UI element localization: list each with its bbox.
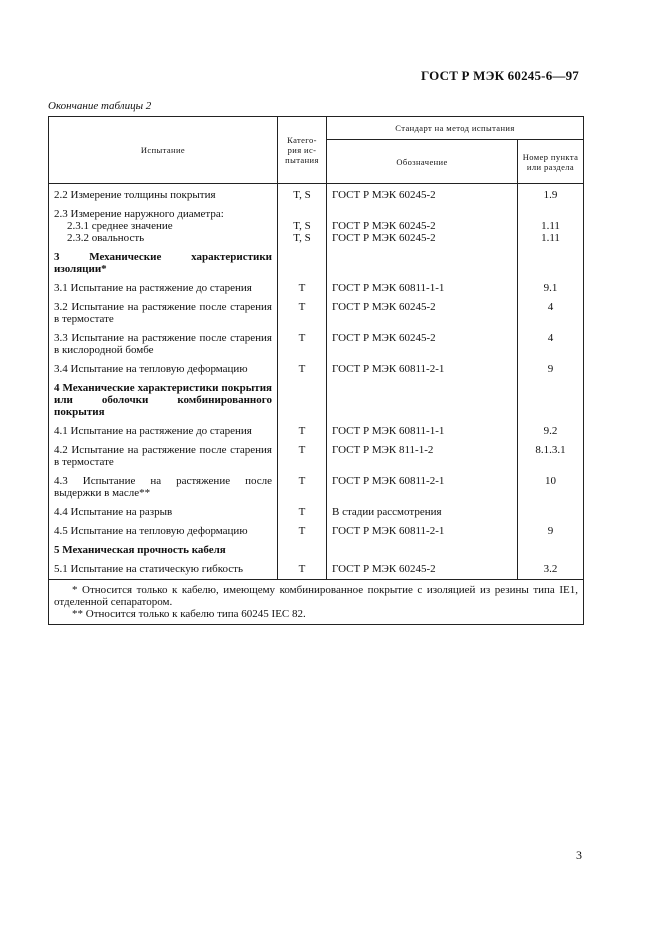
cell-category: T, S bbox=[278, 184, 327, 206]
cell-test: 4.2 Испытание на растяжение после старения в термостате bbox=[49, 441, 278, 472]
cell-clause-value: 1.11 bbox=[541, 220, 560, 232]
cell-category: T bbox=[278, 503, 327, 522]
cell-test-sub: 2.3.2 овальность bbox=[67, 232, 145, 244]
cell-test: 4.1 Испытание на растяжение до старения bbox=[49, 422, 278, 441]
table-caption: Окончание таблицы 2 bbox=[48, 100, 152, 112]
cell-test bbox=[49, 205, 278, 248]
table-row bbox=[49, 441, 584, 472]
table-row bbox=[49, 184, 584, 206]
cell-clause: 10 bbox=[518, 472, 584, 503]
document-code: ГОСТ Р МЭК 60245-6—97 bbox=[420, 68, 579, 83]
cell-standard: ГОСТ Р МЭК 60245-2 bbox=[327, 329, 518, 360]
cell-test-sub: 2.3.1 среднее значение bbox=[67, 220, 173, 232]
table-row bbox=[49, 298, 584, 329]
cell-clause: 1.9 bbox=[518, 184, 584, 206]
header-category: Катего-рия ис-пытания bbox=[278, 117, 327, 184]
cell-test: 3.4 Испытание на тепловую деформацию bbox=[49, 360, 278, 379]
cell-standard: ГОСТ Р МЭК 60811-2-1 bbox=[327, 472, 518, 503]
cell-category: T bbox=[278, 298, 327, 329]
page-number: 3 bbox=[576, 848, 582, 862]
cell-clause: 3.2 bbox=[518, 560, 584, 580]
cell-category: T bbox=[278, 522, 327, 541]
table-row bbox=[49, 279, 584, 298]
footnotes-row bbox=[49, 580, 584, 625]
cell-standard: ГОСТ Р МЭК 60245-2 bbox=[327, 560, 518, 580]
table-row bbox=[49, 472, 584, 503]
cell-category-value: T, S bbox=[293, 232, 311, 244]
section-row bbox=[49, 248, 584, 279]
cell-clause: 9.2 bbox=[518, 422, 584, 441]
cell-clause: 9 bbox=[518, 522, 584, 541]
cell-standard-value: ГОСТ Р МЭК 60245-2 bbox=[332, 220, 436, 232]
table-row bbox=[49, 560, 584, 580]
table-row bbox=[49, 522, 584, 541]
cell-clause: 9 bbox=[518, 360, 584, 379]
cell-category: T bbox=[278, 279, 327, 298]
footnotes-cell bbox=[49, 580, 584, 625]
section-row bbox=[49, 541, 584, 560]
cell-standard: ГОСТ Р МЭК 60811-1-1 bbox=[327, 279, 518, 298]
cell-standard: ГОСТ Р МЭК 811-1-2 bbox=[327, 441, 518, 472]
cell-standard: ГОСТ Р МЭК 60811-2-1 bbox=[327, 522, 518, 541]
header-designation: Обозначение bbox=[327, 140, 518, 184]
table-row bbox=[49, 329, 584, 360]
cell-clause: 4 bbox=[518, 329, 584, 360]
cell-category: T bbox=[278, 560, 327, 580]
table-row bbox=[49, 503, 584, 522]
cell-category: T bbox=[278, 472, 327, 503]
cell-clause: 4 bbox=[518, 298, 584, 329]
cell-category bbox=[278, 205, 327, 248]
cell-standard: ГОСТ Р МЭК 60811-1-1 bbox=[327, 422, 518, 441]
cell-category: T bbox=[278, 422, 327, 441]
header-clause: Номер пункта или раздела bbox=[518, 140, 584, 184]
cell-clause: 8.1.3.1 bbox=[518, 441, 584, 472]
cell-clause bbox=[518, 503, 584, 522]
footnote: ** Относится только к кабелю типа 60245 IEC 82. bbox=[72, 608, 306, 620]
cell-test: 3.3 Испытание на растяжение после старения в кислородной бомбе bbox=[49, 329, 278, 360]
header-test: Испытание bbox=[49, 117, 278, 184]
cell-standard: В стадии рассмотрения bbox=[327, 503, 518, 522]
section-title: 4 Механические характеристики покрытия или оболочки комбинированного покрытия bbox=[49, 379, 278, 422]
table-row bbox=[49, 422, 584, 441]
cell-standard: ГОСТ Р МЭК 60811-2-1 bbox=[327, 360, 518, 379]
tests-table bbox=[48, 116, 584, 625]
cell-standard bbox=[327, 205, 518, 248]
cell-test: 4.4 Испытание на разрыв bbox=[49, 503, 278, 522]
table-row bbox=[49, 360, 584, 379]
cell-category: T bbox=[278, 441, 327, 472]
section-row bbox=[49, 379, 584, 422]
table-row bbox=[49, 205, 584, 248]
cell-standard-value: ГОСТ Р МЭК 60245-2 bbox=[332, 232, 436, 244]
cell-test: 3.1 Испытание на растяжение до старения bbox=[49, 279, 278, 298]
header-standard: Стандарт на метод испытания bbox=[327, 117, 584, 140]
cell-clause: 9.1 bbox=[518, 279, 584, 298]
section-title: 5 Механическая прочность кабеля bbox=[49, 541, 278, 560]
cell-category: T bbox=[278, 329, 327, 360]
cell-test: 5.1 Испытание на статическую гибкость bbox=[49, 560, 278, 580]
cell-test: 4.3 Испытание на растяжение после выдержки в масле** bbox=[49, 472, 278, 503]
cell-clause bbox=[518, 205, 584, 248]
cell-clause-value: 1.11 bbox=[541, 232, 560, 244]
footnote: * Относится только к кабелю, имеющему комбинированное покрытие с изоляцией из резины типа IE1, отделенной сепаратором. bbox=[54, 584, 578, 608]
cell-test: 4.5 Испытание на тепловую деформацию bbox=[49, 522, 278, 541]
cell-test: 3.2 Испытание на растяжение после старения в термостате bbox=[49, 298, 278, 329]
cell-category-value: T, S bbox=[293, 220, 311, 232]
cell-test: 2.2 Измерение толщины покрытия bbox=[49, 184, 278, 206]
cell-test-main: 2.3 Измерение наружного диаметра: bbox=[54, 208, 224, 220]
section-title: 3 Механические характеристики изоляции* bbox=[49, 248, 278, 279]
cell-standard: ГОСТ Р МЭК 60245-2 bbox=[327, 184, 518, 206]
cell-standard: ГОСТ Р МЭК 60245-2 bbox=[327, 298, 518, 329]
cell-category: T bbox=[278, 360, 327, 379]
